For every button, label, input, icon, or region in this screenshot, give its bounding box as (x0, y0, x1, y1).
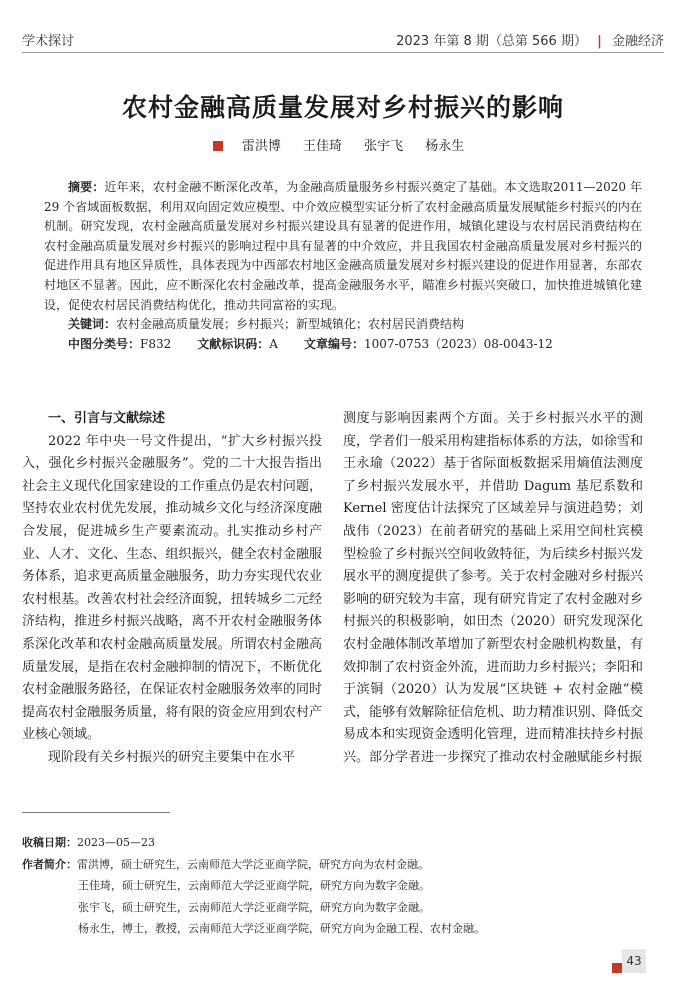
keywords (44, 315, 642, 335)
keywords-text: 农村金融高质量发展；乡村振兴；新型城镇化；农村居民消费结构 (116, 317, 465, 332)
author-bio-1 (22, 854, 662, 876)
body-paragraph-2: 现阶段有关乡村振兴的研究主要集中在水平 (48, 749, 296, 765)
author-bio-4: 杨永生，博士，教授，云南师范大学泛亚商学院，研究方向为金融工程、农村金融。 (78, 922, 485, 935)
abstract (44, 178, 642, 315)
category-label: 金融经济 (611, 34, 664, 49)
author-bio-2: 王佳琦，硕士研究生，云南师范大学泛亚商学院，研究方向为数字金融。 (78, 879, 430, 892)
bio-label: 作者简介： (22, 857, 77, 871)
author-marker-icon (213, 141, 223, 151)
header-rule (22, 52, 664, 53)
doc-code-value: A (269, 336, 278, 351)
footnote-rule (22, 812, 170, 813)
article-title: 农村金融高质量发展对乡村振兴的影响 (121, 93, 564, 122)
classification-row (44, 335, 642, 355)
received-label: 收稿日期： (22, 836, 77, 849)
body-paragraph-1: 2022 年中央一号文件提出，“扩大乡村振兴投入，强化乡村振兴金融服务”。党的二十大报告指出社会主义现代化国家建设的工作重点仍是农村问题，坚持农业农村优先发展，推动城乡文化与经济深度融合发展，促进城乡生产要素流动。扎实推动乡村产业、人才、文化、生态、组织振兴，健全农村金融服务体系，追求更高质量金融服务，助力夯实现代农业农村根基。改善农村社会经济面貌，扭转城乡二元经济结构，推进乡村振兴战略，离不开农村金融服务体系深化改革和农村金融高质量发展。所谓农村金融高质量发展，是指在农村金融抑制的情况下，不断优化农村金融服务路径，在保证农村金融服务效率的同时提高农村金融服务质量，将有限的资金应用到农村产业核心领域。 (22, 433, 322, 743)
author-2: 王佳琦 (302, 139, 342, 154)
issue-number: 2023 年第 8 期（总第 566 期） (396, 34, 587, 49)
article-number-label: 文章编号： (303, 336, 364, 351)
issue-info (396, 30, 664, 49)
running-header (22, 28, 664, 50)
author-list (0, 135, 686, 154)
article-number-value: 1007-0753（2023）08-0043-12 (363, 336, 553, 351)
keywords-label: 关键词： (68, 317, 117, 332)
footnote-block (22, 832, 662, 940)
author-4: 杨永生 (425, 139, 465, 154)
author-bio-3: 张宇飞，硕士研究生，云南师范大学泛亚商学院，研究方向为数字金融。 (78, 900, 430, 914)
body-paragraph-3: 测度与影响因素两个方面。关于乡村振兴水平的测度，学者们一般采用构建指标体系的方法，如徐雪和王永瑜（2022）基于省际面板数据采用熵值法测度了乡村振兴发展水平，并借助 Dagum 基尼系数和 Kernel 密度估计法探究了区域差异与演进趋势；刘战伟（2023）在前者研究的基础上采用空间杜宾模型检验了乡村振兴空间收敛特征，为后续乡村振兴发展水平的测度提供了参考。关于农村金融对乡村振兴影响的研究较为丰富，现有研究肯定了农村金融对乡村振兴的积极影响，如田杰（2020）研究发现深化农村金融体制改革增加了新型农村金融机构数量，有效抑制了农村资金外流，进而助力乡村振兴；李阳和于滨铜（2020）认为发展“区块链 + 农村金融”模式，能够有效解除征信危机、助力精准识别、降低交易成本和实现资金透明化管理，进而精准扶持乡村振兴。部分学者进一步探究了推动农村金融赋能乡村振 (343, 411, 643, 765)
received-date (22, 832, 662, 854)
abstract-label: 摘要： (68, 180, 105, 194)
body-column-right (343, 408, 643, 770)
doc-code-label: 文献标识码： (197, 336, 270, 351)
received-value: 2023—05—23 (77, 836, 155, 849)
section-label: 学术探讨 (22, 34, 75, 49)
clc-value: F832 (140, 336, 172, 351)
section-heading: 一、引言与文献综述 (48, 411, 166, 426)
abstract-block (44, 178, 642, 354)
header-divider: | (597, 34, 602, 49)
page-marker-icon (612, 963, 622, 973)
body-column-left (22, 408, 322, 770)
bio-text-1: 雷洪博，硕士研究生，云南师范大学泛亚商学院，研究方向为农村金融。 (77, 857, 429, 871)
abstract-text: 近年来，农村金融不断深化改革，为金融高质量服务乡村振兴奠定了基础。本文选取2011—2020 年 29 个省域面板数据，利用双向固定效应模型、中介效应模型实证分析了农村金融高质量发展赋能乡村振兴的内在机制。研究发现，农村金融高质量发展对乡村振兴建设具有显著的促进作用，城镇化建设与农村居民消费结构在农村金融高质量发展对乡村振兴的影响过程中具有显著的中介效应，并且我国农村金融高质量发展对乡村振兴的促进作用具有地区异质性，具体表现为中西部农村地区金融高质量发展对乡村振兴建设的促进作用显著，东部农村地区不显著。因此，应不断深化农村金融改革，提高金融服务水平，瞄准乡村振兴突破口，加快推进城镇化建设，促使农村居民消费结构优化，推动共同富裕的实现。 (44, 180, 642, 312)
page-number: 43 (622, 949, 646, 973)
author-1: 雷洪博 (241, 139, 281, 154)
clc-label: 中图分类号： (68, 336, 141, 351)
author-3: 张宇飞 (364, 139, 404, 154)
